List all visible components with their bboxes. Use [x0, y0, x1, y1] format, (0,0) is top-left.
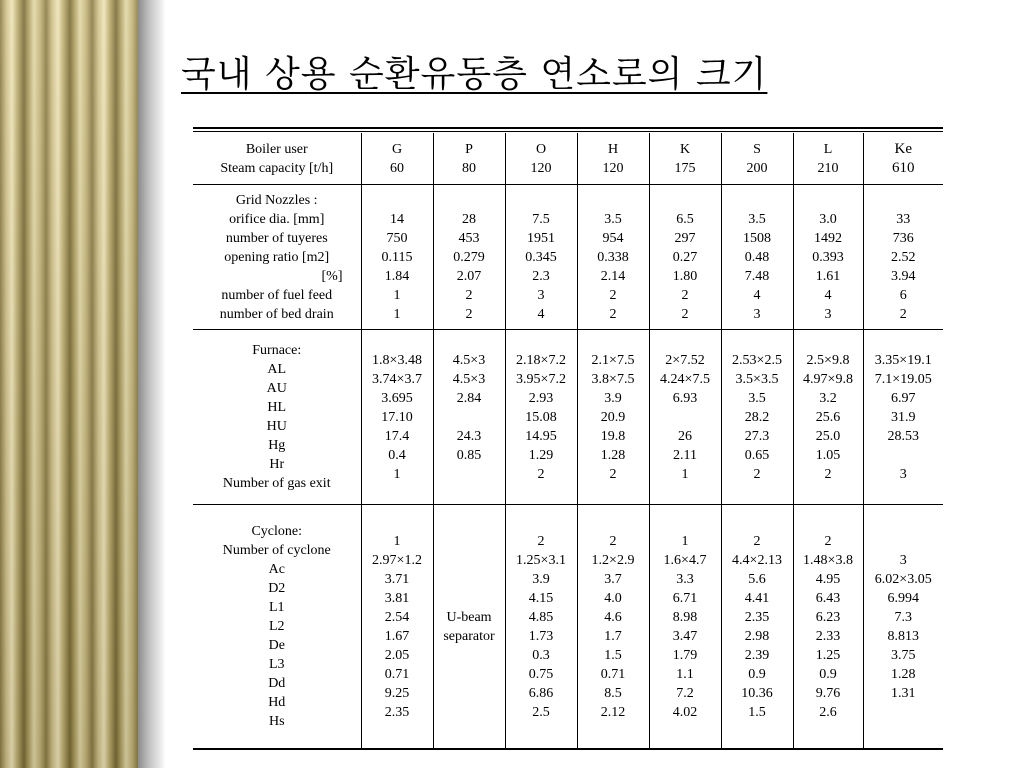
cell-value: 19.8: [600, 428, 626, 444]
cell-value: 0.9: [748, 666, 766, 682]
cell-value: 3.94: [891, 268, 916, 284]
cell-value: 3: [537, 287, 545, 303]
value-cell: [863, 330, 943, 505]
cell-value: 2.5: [532, 704, 550, 720]
cell-value: 2.11: [673, 447, 697, 463]
header-cell: [863, 133, 943, 185]
cell-value: 4.15: [528, 590, 554, 606]
cell-value: 2.84: [456, 390, 482, 406]
row-label: Number of cyclone: [222, 543, 331, 558]
cell-value: 6.86: [528, 685, 554, 701]
row-label: L1: [268, 600, 285, 615]
cell-value: 7.48: [744, 268, 770, 284]
cell-value: 0.71: [600, 666, 626, 682]
cell-value: 6.43: [815, 590, 841, 606]
column-name: O: [535, 141, 547, 157]
value-cell: [721, 185, 793, 330]
cell-value: 1.25: [815, 647, 841, 663]
cell-value: 1: [393, 533, 401, 549]
row-label: AU: [266, 381, 287, 396]
row-label: Ac: [268, 562, 285, 577]
value-cell: [505, 505, 577, 750]
row-label: number of fuel feed: [221, 287, 333, 303]
cell-value: 4.24×7.5: [660, 371, 710, 387]
cell-value: 0.27: [672, 249, 698, 265]
cell-value: 28.2: [744, 409, 770, 425]
header-label-line: Steam capacity [t/h]: [220, 160, 334, 176]
cell-value: 7.3: [894, 609, 912, 625]
cell-value: 28: [462, 211, 476, 227]
cell-value: 3: [899, 552, 907, 568]
row-label: De: [268, 638, 285, 653]
cell-value: 6.71: [672, 590, 698, 606]
cell-value: 1: [681, 533, 689, 549]
cell-value: 4.5×3: [452, 371, 486, 387]
cell-value: 1508: [743, 230, 771, 246]
cell-value: 2: [753, 533, 761, 549]
cell-value: [722, 191, 793, 210]
cell-value: 6.97: [891, 390, 916, 406]
cell-value: 2: [824, 466, 832, 482]
cell-value: 2.98: [744, 628, 770, 644]
cell-value: 27.3: [744, 428, 770, 444]
value-cell: [361, 330, 433, 505]
cell-value: 2: [609, 287, 617, 303]
cell-value: 3.81: [384, 590, 410, 606]
cell-value: 14.95: [525, 428, 557, 444]
cell-value: 6: [899, 287, 907, 303]
row-label: Number of gas exit: [222, 476, 331, 491]
cell-value: 1.2×2.9: [591, 552, 635, 568]
cell-value: 3.71: [384, 571, 410, 587]
cell-value: 2.6: [819, 704, 837, 720]
cell-value: 24.3: [456, 428, 482, 444]
cell-value: 7.5: [532, 211, 550, 227]
cell-value: 0.393: [812, 249, 844, 265]
cell-value: 4.02: [672, 704, 698, 720]
cell-value: 3.5×3.5: [735, 371, 779, 387]
cell-value: 2.12: [600, 704, 626, 720]
value-cell: [649, 330, 721, 505]
column-capacity: 120: [602, 160, 624, 176]
cell-value: 2: [824, 533, 832, 549]
header-cell: [505, 133, 577, 185]
row-label: HL: [267, 400, 287, 415]
column-capacity: 60: [390, 160, 404, 176]
cell-value: [434, 408, 505, 427]
value-cell: [721, 330, 793, 505]
value-cell: [577, 185, 649, 330]
cell-value: 2.93: [528, 390, 554, 406]
cell-value: 25.6: [815, 409, 841, 425]
cell-value: 2: [753, 466, 761, 482]
cell-value: 31.9: [891, 409, 916, 425]
cell-value: 1.67: [384, 628, 410, 644]
header-label-line: Boiler user: [245, 141, 308, 157]
cell-value: 1.1: [676, 666, 694, 682]
column-capacity: 210: [817, 160, 839, 176]
cell-value: 4.41: [744, 590, 770, 606]
value-cell: [863, 505, 943, 750]
row-label: Hs: [268, 714, 285, 729]
cell-value: 3.5: [604, 211, 622, 227]
value-cell: [505, 330, 577, 505]
cell-value: 0.71: [384, 666, 410, 682]
cell-value: 17.4: [384, 428, 410, 444]
cell-value: 3.9: [604, 390, 622, 406]
cell-value: 0.48: [744, 249, 770, 265]
cell-value: 6.5: [676, 211, 694, 227]
cell-value: 954: [602, 230, 624, 246]
cell-value: 1: [393, 287, 401, 303]
cell-value: 4.97×9.8: [803, 371, 853, 387]
cell-value: 0.338: [597, 249, 629, 265]
cell-value: 750: [386, 230, 408, 246]
row-label: number of tuyeres: [225, 230, 328, 246]
cell-value: 8.5: [604, 685, 622, 701]
cell-value: separator: [443, 628, 495, 644]
cell-value: 1.48×3.8: [803, 552, 853, 568]
cell-value: 2.52: [891, 249, 916, 265]
cell-value: 2.3: [532, 268, 550, 284]
cell-value: 3.9: [532, 571, 550, 587]
cell-value: 1.28: [891, 666, 916, 682]
cell-value: 1.29: [528, 447, 554, 463]
cell-value: 2.5×9.8: [806, 352, 850, 368]
row-label: D2: [268, 581, 286, 596]
cell-value: 20.9: [600, 409, 626, 425]
value-cell: [505, 185, 577, 330]
cell-value: 2: [465, 306, 473, 322]
cell-value: 1951: [527, 230, 555, 246]
cell-value: 3.8×7.5: [591, 371, 635, 387]
row-label: L3: [268, 657, 285, 672]
cell-value: [650, 191, 721, 210]
value-cell: [577, 330, 649, 505]
cell-value: 2.35: [384, 704, 410, 720]
row-label: orifice dia. [mm]: [229, 211, 325, 227]
cyclone-row: [193, 505, 943, 750]
cell-value: U-beam: [446, 609, 492, 625]
cell-value: 4: [537, 306, 545, 322]
row-label: opening ratio [m2]: [224, 249, 330, 265]
cell-value: 6.23: [815, 609, 841, 625]
cell-value: 1.84: [384, 268, 410, 284]
cell-value: 2.1×7.5: [591, 352, 635, 368]
cell-value: 1.7: [604, 628, 622, 644]
cell-value: 2: [609, 466, 617, 482]
decorative-pillar: [0, 0, 138, 768]
cell-value: 2.07: [456, 268, 482, 284]
section-label-cell: [193, 330, 361, 505]
data-table-container: [193, 127, 943, 750]
cell-value: [864, 446, 944, 465]
grid-nozzles-row: [193, 185, 943, 330]
cell-value: 2.53×2.5: [732, 352, 782, 368]
value-cell: [577, 505, 649, 750]
header-cell: [361, 133, 433, 185]
cell-value: 9.76: [815, 685, 841, 701]
column-name: L: [823, 141, 833, 157]
cell-value: 33: [896, 211, 911, 227]
cell-value: [650, 408, 721, 427]
cell-value: 1: [393, 466, 401, 482]
cell-value: 0.75: [528, 666, 554, 682]
column-capacity: 120: [530, 160, 552, 176]
cell-value: 4.4×2.13: [732, 552, 782, 568]
cell-value: 3.3: [676, 571, 694, 587]
cell-value: 4.6: [604, 609, 622, 625]
cell-value: 3.74×3.7: [372, 371, 422, 387]
column-capacity: 610: [892, 159, 915, 176]
cell-value: 8.813: [887, 628, 919, 644]
cell-value: 3: [753, 306, 761, 322]
cell-value: 0.65: [744, 447, 770, 463]
cell-value: 2.05: [384, 647, 410, 663]
cell-value: 2.54: [384, 609, 410, 625]
cell-value: [864, 191, 944, 210]
cell-value: 1.31: [891, 685, 916, 701]
cell-value: [362, 191, 433, 210]
cell-value: 3.5: [748, 211, 766, 227]
cell-value: 9.25: [384, 685, 410, 701]
cell-value: 2.97×1.2: [372, 552, 422, 568]
header-cell: [721, 133, 793, 185]
row-label: HU: [266, 419, 287, 434]
cell-value: [506, 191, 577, 210]
cell-value: 4: [824, 287, 832, 303]
section-label-cell: [193, 505, 361, 750]
value-cell: [721, 505, 793, 750]
cell-value: 2: [465, 287, 473, 303]
cell-value: 8.98: [672, 609, 698, 625]
row-label: Furnace:: [252, 343, 302, 358]
cell-value: 15.08: [525, 409, 557, 425]
cell-value: [434, 465, 505, 484]
row-label: Cyclone:: [251, 524, 303, 539]
value-cell: [361, 185, 433, 330]
cell-value: 3.95×7.2: [516, 371, 566, 387]
cell-value: 0.115: [381, 249, 413, 265]
cell-value: 3: [824, 306, 832, 322]
cell-value: 2.33: [815, 628, 841, 644]
cell-value: 4.85: [528, 609, 554, 625]
cell-value: 3.75: [891, 647, 916, 663]
column-name: P: [465, 141, 473, 157]
header-label-cell: [193, 133, 361, 185]
cell-value: 3: [899, 466, 907, 482]
cell-value: 1: [681, 466, 689, 482]
cell-value: 6.02×3.05: [874, 571, 932, 587]
cell-value: 0.4: [388, 447, 406, 463]
cell-value: 4: [753, 287, 761, 303]
cell-value: 0.345: [525, 249, 557, 265]
value-cell: [433, 330, 505, 505]
cell-value: [434, 191, 505, 210]
row-label: Grid Nozzles :: [235, 192, 318, 208]
header-row: [193, 133, 943, 185]
cell-value: 25.0: [815, 428, 841, 444]
cell-value: 3.7: [604, 571, 622, 587]
cell-value: 1492: [814, 230, 842, 246]
value-cell: [649, 185, 721, 330]
cell-value: 3.47: [672, 628, 698, 644]
table-top-rule: [193, 127, 943, 132]
cell-value: 1.79: [672, 647, 698, 663]
cell-value: 2: [537, 533, 545, 549]
value-cell: [649, 505, 721, 750]
cell-value: 2.35: [744, 609, 770, 625]
cell-value: 1.28: [600, 447, 626, 463]
cell-value: 1.61: [815, 268, 841, 284]
cell-value: 2.39: [744, 647, 770, 663]
cell-value: 0.85: [456, 447, 482, 463]
cell-value: 6.994: [887, 590, 919, 606]
cell-value: 2: [681, 306, 689, 322]
cell-value: 7.1×19.05: [874, 371, 932, 387]
cell-value: 3.35×19.1: [874, 352, 932, 368]
column-name: S: [753, 141, 761, 157]
cell-value: 14: [390, 211, 404, 227]
cell-value: 4.0: [604, 590, 622, 606]
cell-value: 7.2: [676, 685, 694, 701]
value-cell: [361, 505, 433, 750]
cell-value: 1.25×3.1: [516, 552, 566, 568]
row-label: AL: [267, 362, 287, 377]
cell-value: 4.95: [815, 571, 841, 587]
cell-value: 0.9: [819, 666, 837, 682]
cell-value: 2: [899, 306, 907, 322]
cell-value: 2.18×7.2: [516, 352, 566, 368]
cell-value: [794, 191, 863, 210]
furnace-row: [193, 330, 943, 505]
cell-value: 2×7.52: [665, 352, 705, 368]
pillar-shadow: [138, 0, 166, 768]
header-cell: [433, 133, 505, 185]
cell-value: 28.53: [887, 428, 919, 444]
row-label: Hd: [268, 695, 286, 710]
value-cell: [863, 185, 943, 330]
cell-value: 2: [537, 466, 545, 482]
column-name: H: [607, 141, 619, 157]
cell-value: 453: [458, 230, 480, 246]
cell-value: 1: [393, 306, 401, 322]
cell-value: 3.2: [819, 390, 837, 406]
row-label: [%]: [321, 268, 343, 284]
column-capacity: 200: [746, 160, 768, 176]
section-label-cell: [193, 185, 361, 330]
cell-value: 1.5: [604, 647, 622, 663]
column-name: G: [391, 141, 403, 157]
cell-value: 5.6: [748, 571, 766, 587]
boiler-comparison-table: [193, 133, 943, 750]
header-cell: [793, 133, 863, 185]
cell-value: 1.05: [815, 447, 841, 463]
cell-value: 6.93: [672, 390, 698, 406]
row-label: L2: [268, 619, 285, 634]
column-name: Ke: [894, 140, 912, 157]
value-cell: [433, 505, 505, 750]
cell-value: 10.36: [741, 685, 773, 701]
value-cell: [433, 185, 505, 330]
value-cell: [793, 330, 863, 505]
column-name: K: [679, 141, 691, 157]
cell-value: 1.8×3.48: [372, 352, 422, 368]
row-label: Hg: [268, 438, 286, 453]
cell-value: 1.80: [672, 268, 698, 284]
cell-value: 1.5: [748, 704, 766, 720]
cell-value: 2: [681, 287, 689, 303]
row-label: Dd: [268, 676, 286, 691]
cell-value: 0.3: [532, 647, 550, 663]
header-cell: [577, 133, 649, 185]
row-label: number of bed drain: [219, 306, 334, 322]
cell-value: 17.10: [381, 409, 413, 425]
row-label: Hr: [269, 457, 285, 472]
cell-value: 2: [609, 306, 617, 322]
cell-value: 3.695: [381, 390, 413, 406]
cell-value: 2.14: [600, 268, 626, 284]
slide-title: 국내 상용 순환유동층 연소로의 크기: [181, 54, 768, 95]
cell-value: 736: [892, 230, 914, 246]
cell-value: 3.5: [748, 390, 766, 406]
column-capacity: 175: [674, 160, 696, 176]
cell-value: 4.5×3: [452, 352, 486, 368]
cell-value: 2: [609, 533, 617, 549]
cell-value: 26: [678, 428, 692, 444]
value-cell: [793, 185, 863, 330]
cell-value: 297: [674, 230, 696, 246]
cell-value: [578, 191, 649, 210]
cell-value: 1.73: [528, 628, 554, 644]
cell-value: 0.279: [453, 249, 485, 265]
header-cell: [649, 133, 721, 185]
cell-value: 1.6×4.7: [663, 552, 707, 568]
value-cell: [793, 505, 863, 750]
column-capacity: 80: [462, 160, 476, 176]
cell-value: 3.0: [819, 211, 837, 227]
